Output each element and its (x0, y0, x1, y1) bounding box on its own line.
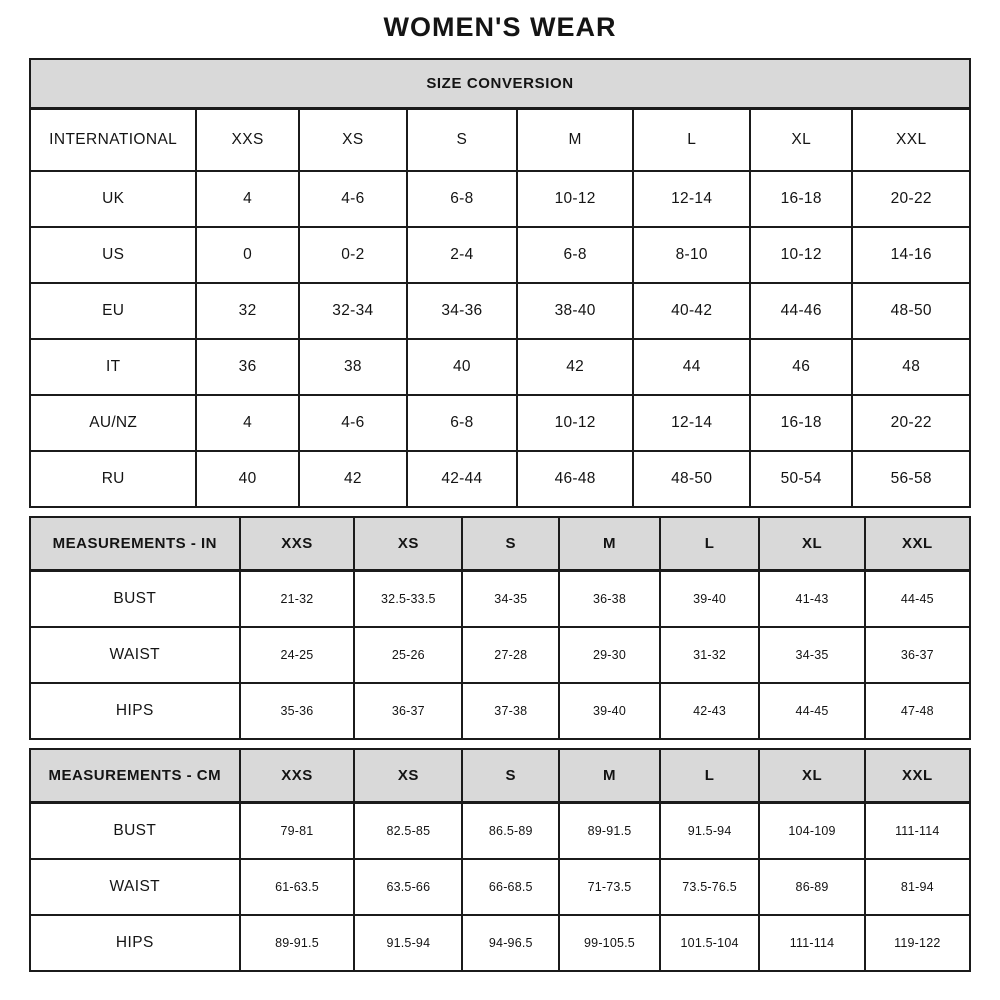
value-cell: 44-46 (750, 283, 852, 339)
value-cell: 42-44 (407, 451, 517, 507)
table-row (30, 227, 970, 283)
value-cell: 12-14 (633, 171, 750, 227)
row-label: WAIST (30, 627, 240, 683)
value-cell: 86-89 (759, 859, 864, 915)
value-cell: 44-45 (759, 683, 864, 739)
value-cell: 29-30 (559, 627, 660, 683)
value-cell: 2-4 (407, 227, 517, 283)
value-cell: 82.5-85 (354, 803, 462, 860)
size-header-cell: XL (759, 749, 864, 803)
value-cell: 63.5-66 (354, 859, 462, 915)
value-cell: 10-12 (517, 171, 634, 227)
column-header-cell: XS (299, 109, 407, 172)
value-cell: 34-35 (462, 571, 559, 628)
value-cell: 4-6 (299, 171, 407, 227)
page-title: WOMEN'S WEAR (383, 12, 617, 42)
size-conversion-body (30, 171, 970, 507)
value-cell: 40 (196, 451, 298, 507)
value-cell: 104-109 (759, 803, 864, 860)
table-row (30, 683, 970, 739)
value-cell: 34-36 (407, 283, 517, 339)
measurements-cm-body (30, 803, 970, 972)
value-cell: 61-63.5 (240, 859, 355, 915)
row-label: US (30, 227, 196, 283)
size-header-cell: M (559, 517, 660, 571)
value-cell: 6-8 (407, 171, 517, 227)
column-header-cell: XXS (196, 109, 298, 172)
row-label: BUST (30, 571, 240, 628)
value-cell: 36-37 (865, 627, 970, 683)
value-cell: 40 (407, 339, 517, 395)
value-cell: 91.5-94 (354, 915, 462, 971)
value-cell: 86.5-89 (462, 803, 559, 860)
value-cell: 36 (196, 339, 298, 395)
value-cell: 20-22 (852, 171, 970, 227)
value-cell: 73.5-76.5 (660, 859, 760, 915)
value-cell: 89-91.5 (559, 803, 660, 860)
table-row (30, 803, 970, 860)
value-cell: 6-8 (517, 227, 634, 283)
row-label: UK (30, 171, 196, 227)
value-cell: 111-114 (865, 803, 970, 860)
value-cell: 42 (517, 339, 634, 395)
measurements-in-table (29, 516, 971, 740)
value-cell: 46-48 (517, 451, 634, 507)
measurements-cm-table (29, 748, 971, 972)
value-cell: 35-36 (240, 683, 355, 739)
table-row (30, 395, 970, 451)
value-cell: 56-58 (852, 451, 970, 507)
value-cell: 36-38 (559, 571, 660, 628)
value-cell: 91.5-94 (660, 803, 760, 860)
value-cell: 48-50 (633, 451, 750, 507)
value-cell: 38 (299, 339, 407, 395)
value-cell: 44-45 (865, 571, 970, 628)
table-row (30, 571, 970, 628)
value-cell: 101.5-104 (660, 915, 760, 971)
row-label: RU (30, 451, 196, 507)
row-label: BUST (30, 803, 240, 860)
row-label: AU/NZ (30, 395, 196, 451)
row-label: IT (30, 339, 196, 395)
size-conversion-header-row (30, 59, 970, 109)
value-cell: 48 (852, 339, 970, 395)
size-header-cell: XS (354, 517, 462, 571)
size-header-cell: XS (354, 749, 462, 803)
column-header-cell: INTERNATIONAL (30, 109, 196, 172)
value-cell: 25-26 (354, 627, 462, 683)
row-label: HIPS (30, 683, 240, 739)
value-cell: 99-105.5 (559, 915, 660, 971)
row-label: EU (30, 283, 196, 339)
table-row (30, 451, 970, 507)
size-header-cell: XXL (865, 517, 970, 571)
measurements-in-body (30, 571, 970, 740)
value-cell: 0 (196, 227, 298, 283)
value-cell: 16-18 (750, 395, 852, 451)
value-cell: 32.5-33.5 (354, 571, 462, 628)
value-cell: 38-40 (517, 283, 634, 339)
value-cell: 37-38 (462, 683, 559, 739)
measurements-cm-title: MEASUREMENTS - CM (30, 749, 240, 803)
table-row (30, 339, 970, 395)
value-cell: 111-114 (759, 915, 864, 971)
value-cell: 0-2 (299, 227, 407, 283)
value-cell: 94-96.5 (462, 915, 559, 971)
value-cell: 81-94 (865, 859, 970, 915)
value-cell: 32 (196, 283, 298, 339)
value-cell: 50-54 (750, 451, 852, 507)
row-label: WAIST (30, 859, 240, 915)
value-cell: 4-6 (299, 395, 407, 451)
value-cell: 36-37 (354, 683, 462, 739)
row-label: HIPS (30, 915, 240, 971)
value-cell: 4 (196, 395, 298, 451)
value-cell: 44 (633, 339, 750, 395)
size-header-cell: XXS (240, 749, 355, 803)
value-cell: 21-32 (240, 571, 355, 628)
column-header-cell: S (407, 109, 517, 172)
value-cell: 10-12 (750, 227, 852, 283)
value-cell: 24-25 (240, 627, 355, 683)
size-header-cell: S (462, 749, 559, 803)
value-cell: 32-34 (299, 283, 407, 339)
column-header-cell: XXL (852, 109, 970, 172)
value-cell: 4 (196, 171, 298, 227)
value-cell: 42-43 (660, 683, 760, 739)
value-cell: 48-50 (852, 283, 970, 339)
value-cell: 6-8 (407, 395, 517, 451)
value-cell: 71-73.5 (559, 859, 660, 915)
size-header-cell: M (559, 749, 660, 803)
value-cell: 8-10 (633, 227, 750, 283)
value-cell: 12-14 (633, 395, 750, 451)
value-cell: 39-40 (559, 683, 660, 739)
size-header-cell: XXS (240, 517, 355, 571)
value-cell: 16-18 (750, 171, 852, 227)
value-cell: 41-43 (759, 571, 864, 628)
size-conversion-table (29, 58, 971, 508)
value-cell: 10-12 (517, 395, 634, 451)
column-header-cell: XL (750, 109, 852, 172)
value-cell: 89-91.5 (240, 915, 355, 971)
measurements-cm-header-row (30, 749, 970, 803)
value-cell: 39-40 (660, 571, 760, 628)
table-row (30, 283, 970, 339)
value-cell: 20-22 (852, 395, 970, 451)
table-row (30, 171, 970, 227)
size-header-cell: S (462, 517, 559, 571)
table-row (30, 627, 970, 683)
size-conversion-title: SIZE CONVERSION (30, 59, 970, 109)
column-header-cell: L (633, 109, 750, 172)
value-cell: 27-28 (462, 627, 559, 683)
size-header-cell: XL (759, 517, 864, 571)
value-cell: 31-32 (660, 627, 760, 683)
column-header-cell: M (517, 109, 634, 172)
measurements-in-title: MEASUREMENTS - IN (30, 517, 240, 571)
size-header-cell: L (660, 749, 760, 803)
value-cell: 66-68.5 (462, 859, 559, 915)
value-cell: 79-81 (240, 803, 355, 860)
size-conversion-column-header-row (30, 109, 970, 172)
measurements-in-header-row (30, 517, 970, 571)
value-cell: 40-42 (633, 283, 750, 339)
size-header-cell: L (660, 517, 760, 571)
value-cell: 34-35 (759, 627, 864, 683)
value-cell: 14-16 (852, 227, 970, 283)
size-header-cell: XXL (865, 749, 970, 803)
value-cell: 42 (299, 451, 407, 507)
value-cell: 46 (750, 339, 852, 395)
value-cell: 119-122 (865, 915, 970, 971)
table-row (30, 859, 970, 915)
table-row (30, 915, 970, 971)
value-cell: 47-48 (865, 683, 970, 739)
